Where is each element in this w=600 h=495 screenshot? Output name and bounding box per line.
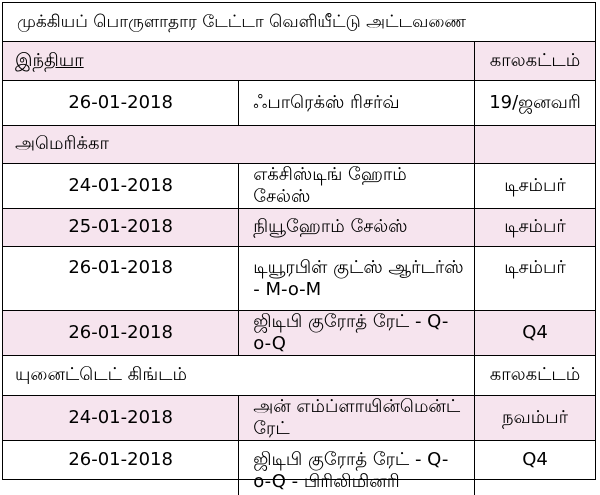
table-row	[3, 395, 595, 440]
row-description: ஃபாரெக்ஸ் ரிசர்வ்	[239, 80, 475, 125]
row-description: ஜிடிபி குரோத் ரேட் - Q-o-Q	[239, 310, 475, 355]
row-period: டிசம்பர்	[475, 208, 596, 246]
table-row	[3, 163, 595, 208]
row-description: அன் எம்ப்ளாயின்மென்ட் ரேட்	[239, 395, 475, 440]
row-date: 25-01-2018	[3, 208, 239, 246]
section-name-usa: அமெரிக்கா	[3, 125, 475, 163]
row-period: Q4	[475, 310, 596, 355]
row-description: டியூரபிள் குட்ஸ் ஆர்டர்ஸ் - M-o-M	[239, 246, 475, 310]
schedule-grid	[3, 42, 595, 495]
row-period: 19/ஜனவரி	[475, 80, 596, 125]
row-date: 26-01-2018	[3, 440, 239, 495]
row-description: நியூஹோம் சேல்ஸ்	[239, 208, 475, 246]
table-row	[3, 310, 595, 355]
row-date: 26-01-2018	[3, 246, 239, 310]
table-row	[3, 80, 595, 125]
release-schedule-table	[2, 2, 596, 492]
row-date: 26-01-2018	[3, 80, 239, 125]
table-row	[3, 246, 595, 310]
section-name-india: இந்தியா	[3, 42, 475, 80]
table-row	[3, 440, 595, 495]
row-date: 24-01-2018	[3, 395, 239, 440]
row-period: Q4	[475, 440, 596, 495]
row-description: எக்சிஸ்டிங் ஹோம் சேல்ஸ்	[239, 163, 475, 208]
section-header-india	[3, 42, 595, 80]
row-period: நவம்பர்	[475, 395, 596, 440]
section-period-header-uk: காலகட்டம்	[475, 355, 596, 395]
section-period-header-usa	[475, 125, 596, 163]
section-header-uk	[3, 355, 595, 395]
section-period-header-india: காலகட்டம்	[475, 42, 596, 80]
row-date: 26-01-2018	[3, 310, 239, 355]
row-period: டிசம்பர்	[475, 246, 596, 310]
row-date: 24-01-2018	[3, 163, 239, 208]
row-period: டிசம்பர்	[475, 163, 596, 208]
section-name-uk: யுனைட்டெட் கிங்டம்	[3, 355, 475, 395]
table-title: முக்கியப் பொருளாதார டேட்டா வெளியீட்டு அட்டவணை	[3, 3, 595, 42]
row-description: ஜிடிபி குரோத் ரேட் - Q-o-Q - பிரிலிமினரி	[239, 440, 475, 495]
table-row	[3, 208, 595, 246]
section-header-usa	[3, 125, 595, 163]
